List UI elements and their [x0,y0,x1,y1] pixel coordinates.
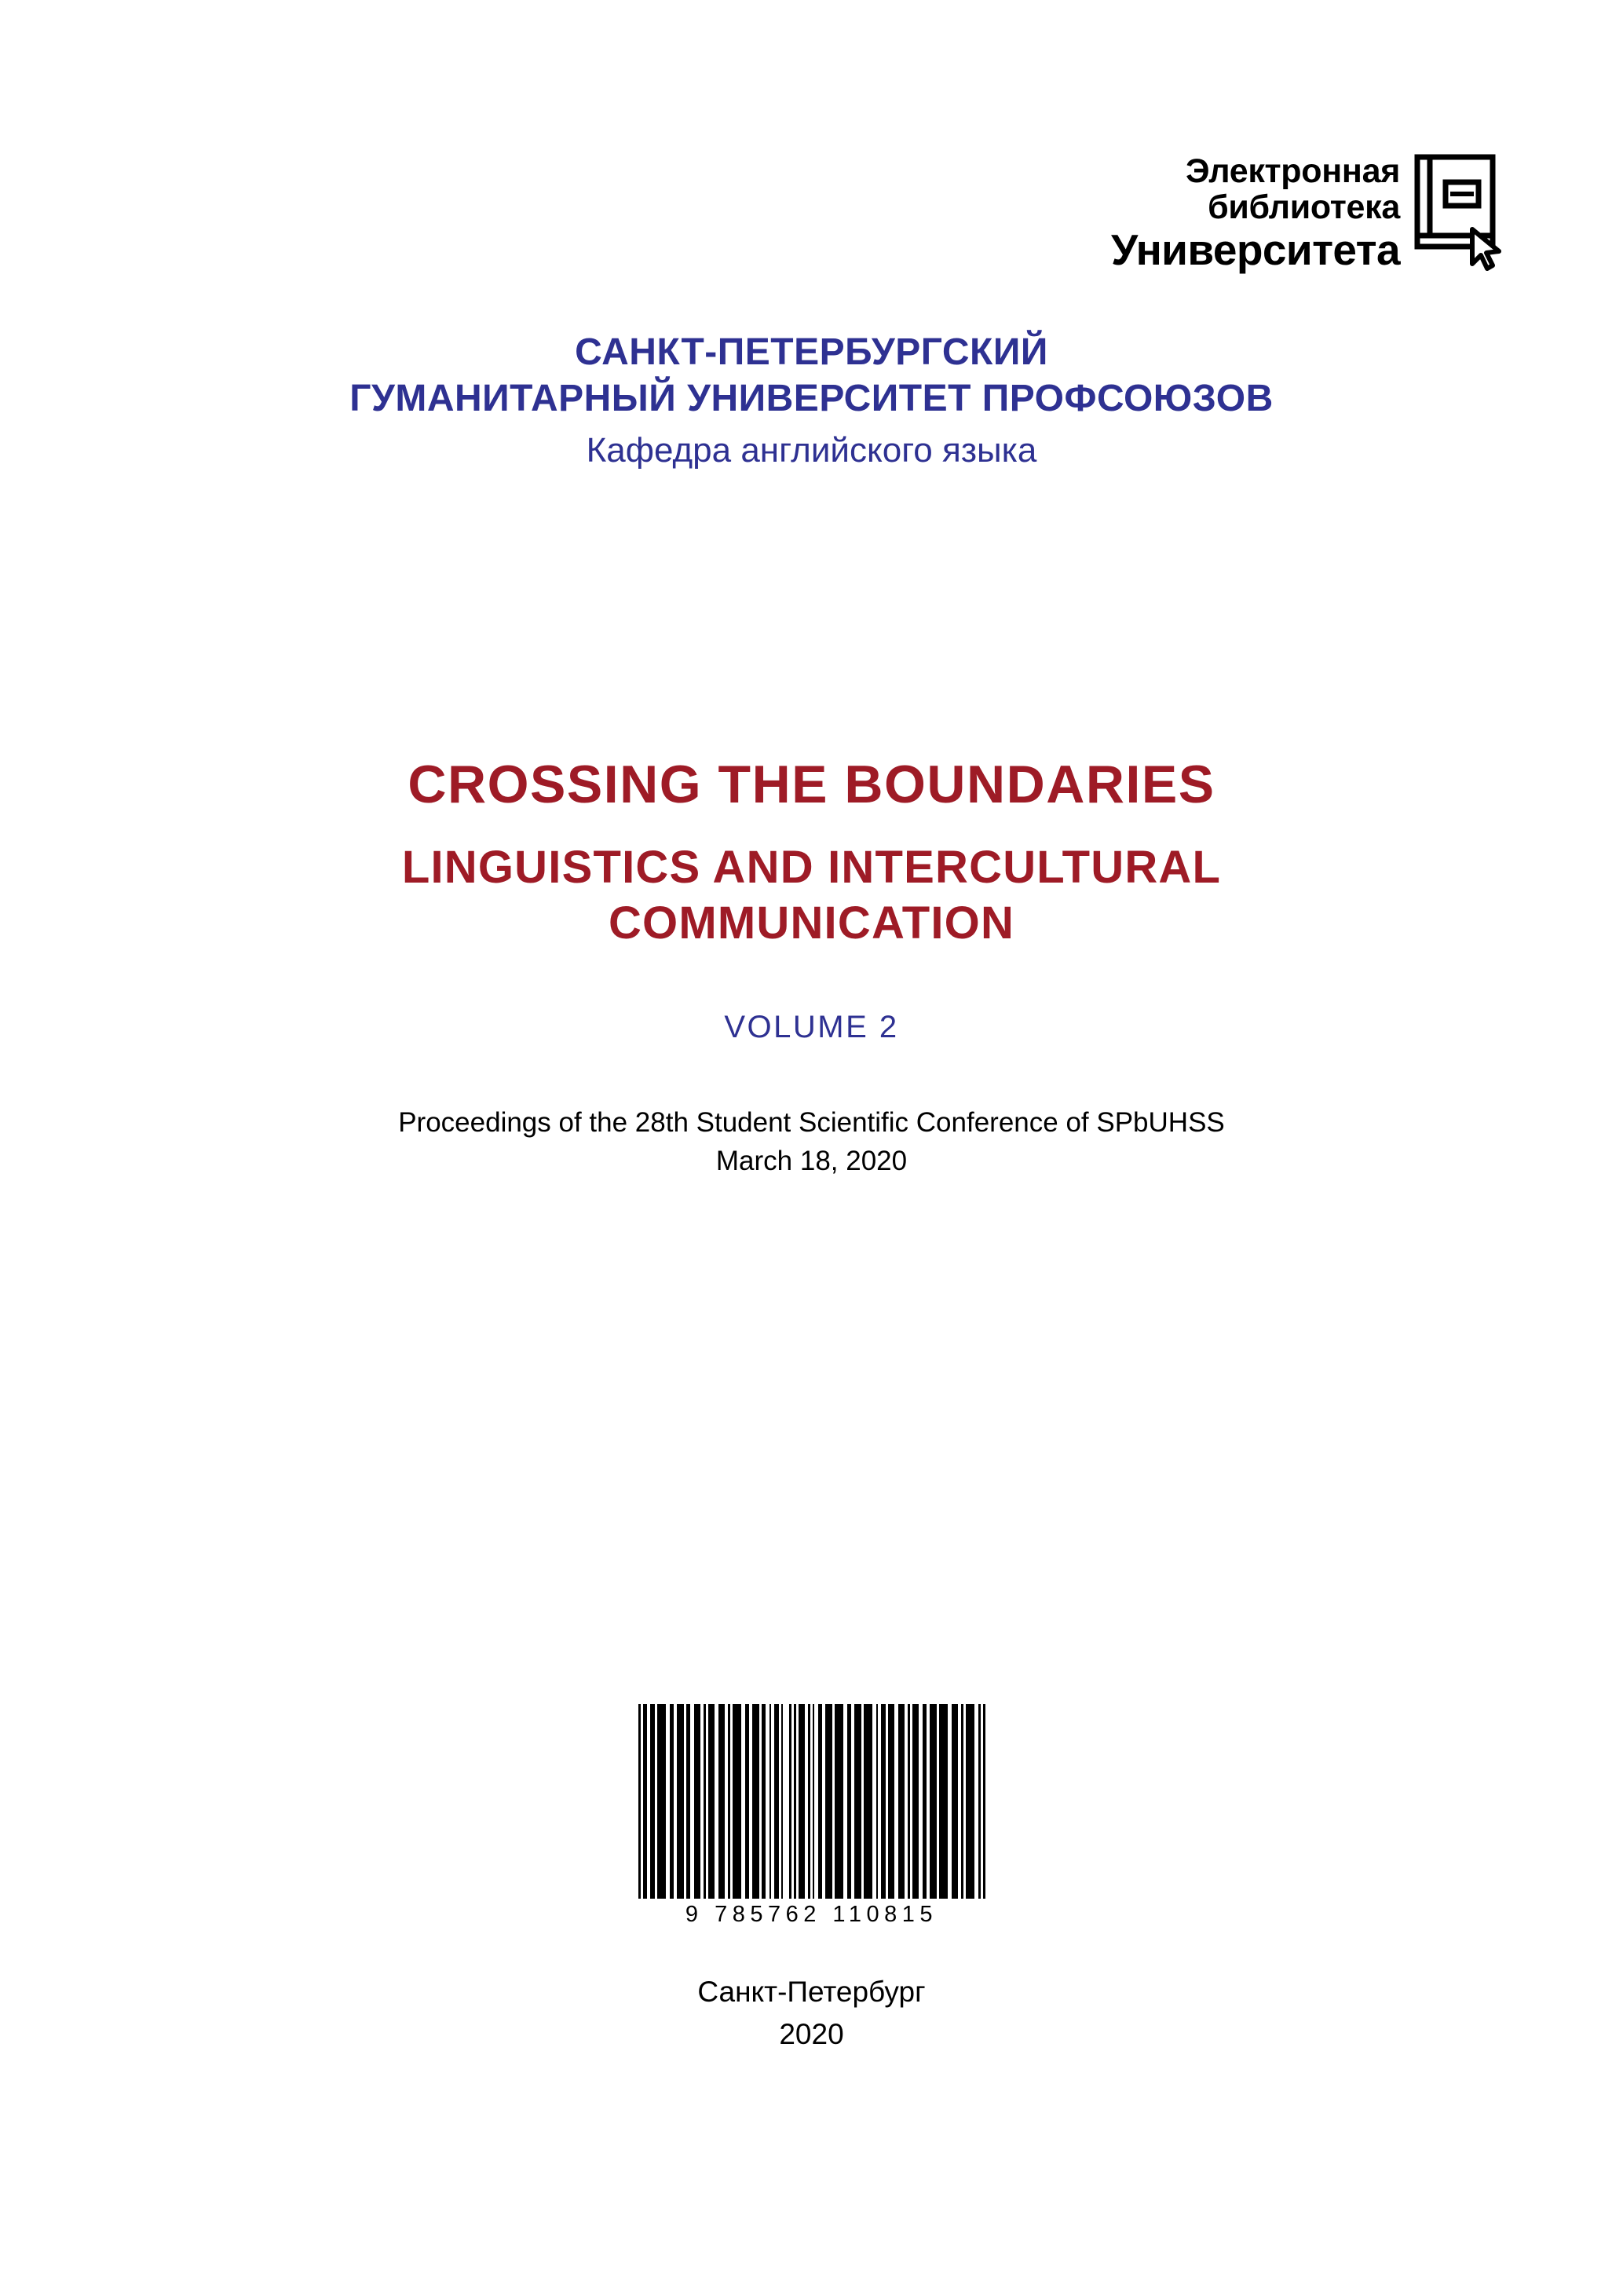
university-name-line-1: САНКТ-ПЕТЕРБУРГСКИЙ [575,331,1048,373]
page-title: CROSSING THE BOUNDARIES [408,755,1215,814]
volume-label: VOLUME 2 [724,1009,899,1044]
logo-line-2: библиотека [1208,188,1400,226]
university-name-line-2: ГУМАНИТАРНЫЙ УНИВЕРСИТЕТ ПРОФСОЮЗОВ [349,377,1274,419]
department-name: Кафедра английского языка [586,431,1037,470]
logo-line-3: Университета [1111,225,1400,275]
barcode-digits: 9 785762 110815 [685,1902,938,1927]
barcode-bars [638,1704,985,1899]
proceedings-line-1: Proceedings of the 28th Student Scientific Conference of SPbUHSS [398,1106,1225,1138]
imprint [0,1971,1623,2055]
book-screen-icon [1411,154,1505,272]
logo-line-1: Электронная [1186,152,1400,190]
imprint-city: Санкт-Петербург [697,1976,926,2008]
logo-text [1111,152,1400,275]
title-block [0,754,1623,1180]
page-subtitle-line-1: LINGUISTICS AND INTERCULTURAL [401,842,1222,894]
isbn-barcode [0,1704,1623,1928]
imprint-year: 2020 [779,2017,844,2050]
electronic-library-logo [1111,152,1505,275]
university-heading [0,330,1623,473]
proceedings-line-2: March 18, 2020 [715,1145,908,1176]
page-subtitle-line-2: COMMUNICATION [608,897,1015,949]
